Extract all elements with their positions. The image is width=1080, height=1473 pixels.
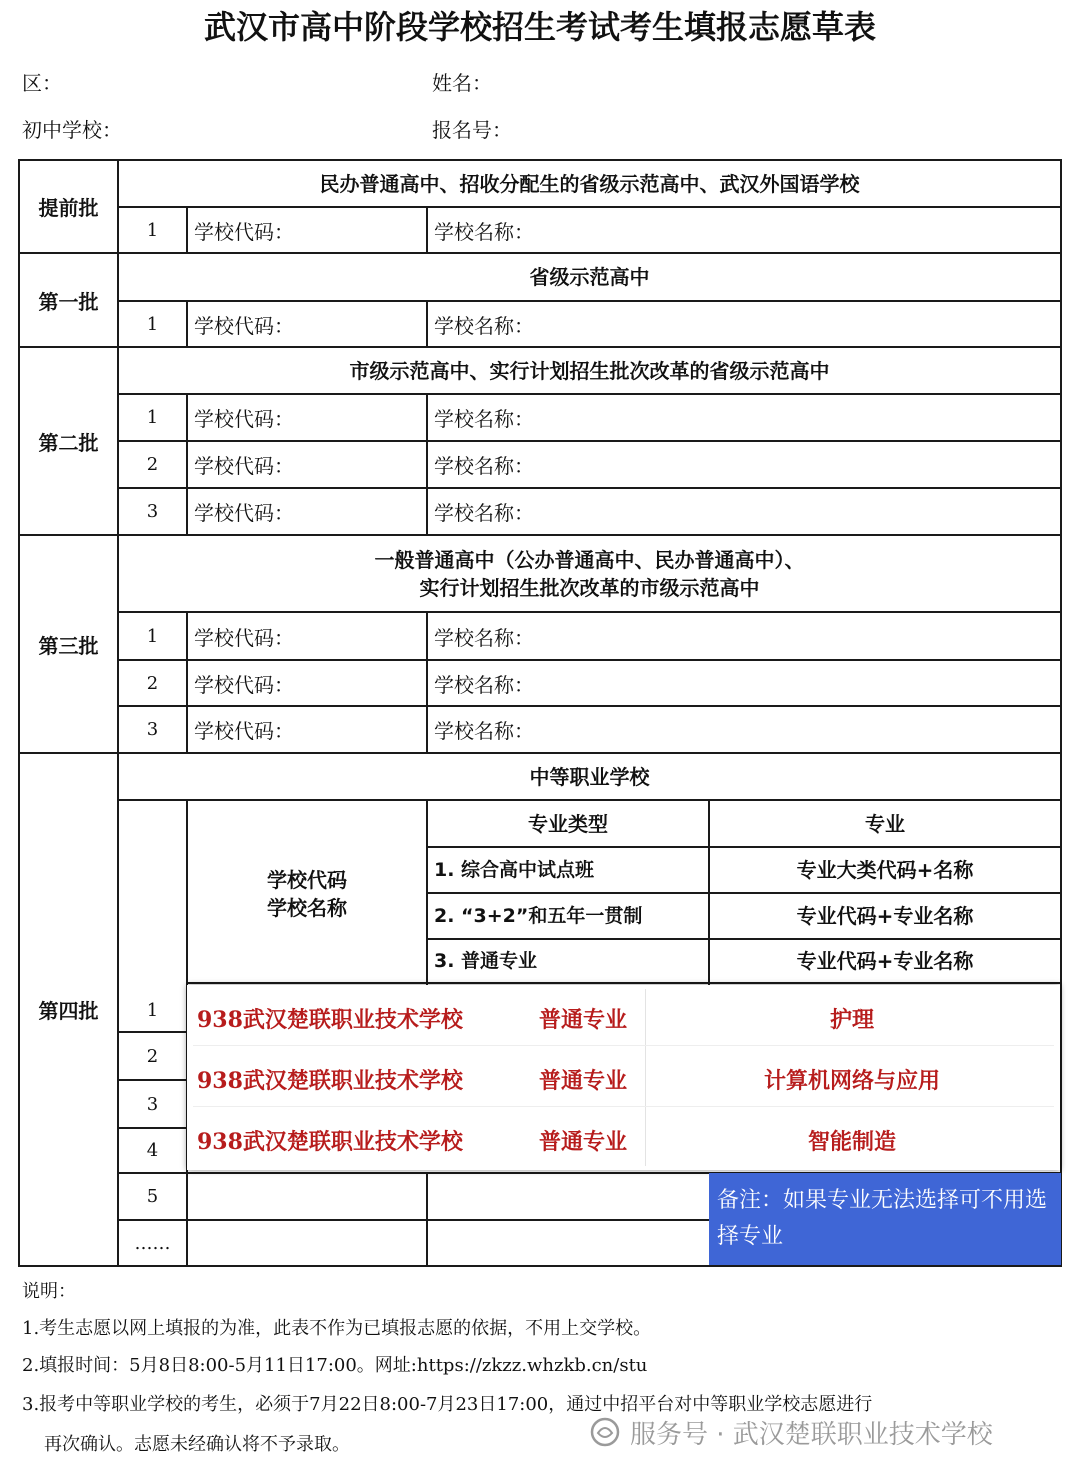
explanation-item: 3.报考中等职业学校的考生，必须于7月22日8:00-7月23日17:00，通过中招平台对中等职业学校志愿进行	[22, 1394, 873, 1415]
school-name-field[interactable]: 学校名称：	[434, 454, 534, 478]
major-type-item: 3. 普通专业	[434, 950, 538, 972]
school-name-field[interactable]: 学校名称：	[434, 219, 534, 244]
batch-heading-third-line2: 实行计划招生批次改革的市级示范高中	[419, 576, 760, 600]
school-code-field[interactable]: 学校代码：	[194, 625, 294, 650]
school-name-field[interactable]: 学校名称：	[434, 501, 534, 525]
watermark-text: 服务号 · 武汉楚联职业技术学校	[630, 1419, 993, 1450]
reg-number-label: 报名号：	[432, 118, 512, 142]
batch-heading-second: 市级示范高中、实行计划招生批次改革的省级示范高中	[349, 358, 830, 383]
name-header-line: 学校名称	[267, 896, 347, 920]
batch-heading-third	[119, 546, 1060, 602]
entry-major: 护理	[829, 1006, 874, 1033]
major-header: 专业	[865, 811, 905, 836]
entry-major: 计算机网络与应用	[763, 1067, 940, 1094]
entry-school: 938武汉楚联职业技术学校	[197, 1006, 463, 1033]
explanation-heading: 说明：	[22, 1281, 76, 1302]
district-label: 区：	[22, 71, 62, 95]
row-number: 5	[146, 1186, 159, 1207]
entry-school: 938武汉楚联职业技术学校	[197, 1067, 463, 1094]
school-code-field[interactable]: 学校代码：	[194, 501, 294, 525]
major-type-header: 专业类型	[528, 811, 608, 836]
entry-type: 普通专业	[538, 1128, 627, 1155]
school-name-field[interactable]: 学校名称：	[434, 313, 534, 338]
explanation-item: 1.考生志愿以网上填报的为准，此表不作为已填报志愿的依据，不用上交学校。	[22, 1318, 652, 1339]
row-number: 2	[146, 672, 159, 694]
entry-school: 938武汉楚联职业技术学校	[197, 1128, 463, 1155]
page-title: 武汉市高中阶段学校招生考试考生填报志愿草表	[203, 8, 876, 46]
entry-type: 普通专业	[538, 1067, 627, 1094]
batch-heading-fourth: 中等职业学校	[529, 764, 650, 789]
row-number: 1	[146, 625, 159, 647]
major-type-item: 2. “3+2”和五年一贯制	[434, 905, 643, 927]
school-code-field[interactable]: 学校代码：	[194, 313, 294, 338]
row-number: 2	[146, 1045, 159, 1067]
explanation-item: 再次确认。志愿未经确认将不予录取。	[44, 1434, 350, 1455]
school-name-field[interactable]: 学校名称：	[434, 672, 534, 697]
school-name-field[interactable]: 学校名称：	[434, 407, 534, 431]
major-type-item: 1. 综合高中试点班	[434, 859, 595, 881]
row-number: 4	[146, 1140, 159, 1161]
batch-label-early: 提前批	[38, 196, 99, 220]
major-format-item: 专业代码+专业名称	[796, 949, 974, 973]
batch-label-second: 第二批	[38, 430, 99, 455]
row-number: 3	[146, 719, 159, 740]
selected-entries-panel	[187, 985, 1060, 1170]
row-number: 1	[146, 1000, 159, 1021]
school-code-field[interactable]: 学校代码：	[194, 672, 294, 697]
row-number: 1	[146, 407, 159, 428]
entry-type: 普通专业	[538, 1006, 627, 1033]
school-name-field[interactable]: 学校名称：	[434, 625, 534, 650]
row-number: 3	[146, 501, 159, 522]
junior-school-label: 初中学校：	[22, 118, 122, 142]
watermark	[590, 1412, 993, 1452]
school-name-field[interactable]: 学校名称：	[434, 719, 534, 743]
major-format-item: 专业代码+专业名称	[796, 904, 974, 928]
batch-label-first: 第一批	[38, 289, 99, 314]
school-code-field[interactable]: 学校代码：	[194, 219, 294, 244]
row-number: 1	[146, 219, 159, 241]
row-number: 1	[146, 313, 159, 335]
batch-label-fourth: 第四批	[38, 999, 99, 1023]
explanation-item: 2.填报时间：5月8日8:00-5月11日17:00。网址:https://zkzz.whzkb.cn/stu	[22, 1355, 648, 1376]
row-number: 2	[146, 454, 159, 475]
school-code-field[interactable]: 学校代码：	[194, 407, 294, 431]
code-name-header	[188, 866, 426, 922]
wechat-icon	[590, 1417, 620, 1447]
row-number: 3	[146, 1093, 159, 1115]
code-header-line: 学校代码	[267, 868, 347, 892]
note-box: 备注：如果专业无法选择可不用选择专业	[709, 1173, 1061, 1265]
school-code-field[interactable]: 学校代码：	[194, 454, 294, 478]
major-format-item: 专业大类代码+名称	[796, 858, 974, 882]
row-number: ……	[134, 1232, 171, 1254]
entry-major: 智能制造	[807, 1128, 896, 1155]
batch-heading-early: 民办普通高中、招收分配生的省级示范高中、武汉外国语学校	[319, 171, 860, 196]
name-label: 姓名：	[432, 71, 492, 95]
batch-heading-third-line1: 一般普通高中（公办普通高中、民办普通高中）、	[374, 548, 805, 572]
batch-heading-first: 省级示范高中	[529, 265, 650, 289]
school-code-field[interactable]: 学校代码：	[194, 719, 294, 743]
batch-label-third: 第三批	[38, 633, 99, 658]
